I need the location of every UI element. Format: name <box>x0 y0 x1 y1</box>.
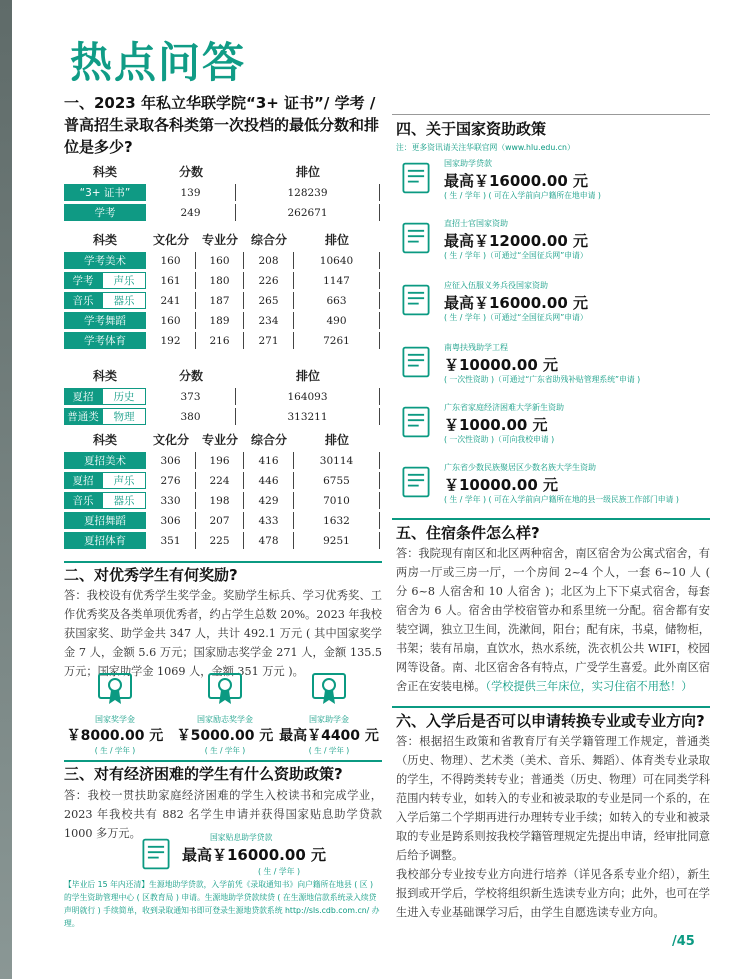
table-row: 夏招 声乐 276 224 446 6755 <box>64 472 380 489</box>
col-header: 科类 <box>92 164 117 179</box>
policy-item: 广东省家庭经济困难大学新生资助 ￥1000.00 元 ( 一次性资助 )（可向我校申请 ) <box>398 402 708 452</box>
col-header: 专业分 <box>201 432 238 447</box>
certificate-icon <box>95 668 135 708</box>
divider <box>64 760 382 762</box>
col-header: 综合分 <box>250 432 287 447</box>
col-header: 科类 <box>92 232 117 247</box>
q5-title: 五、住宿条件怎么样? <box>396 524 540 542</box>
col-header: 排位 <box>324 432 349 447</box>
table-row: 学考体育 192 216 271 7261 <box>64 332 380 349</box>
divider <box>392 706 710 708</box>
col-header: 科类 <box>92 368 117 383</box>
policy-item: 应征入伍服义务兵役国家资助 最高￥16000.00 元 ( 生 / 学年 )（可通过“全国征兵网”申请） <box>398 280 708 330</box>
table-row: 夏招 历史 373 164093 <box>64 388 380 405</box>
col-header: 排位 <box>295 368 320 383</box>
score-table-3plus <box>64 158 380 224</box>
award-national-scholarship: 国家奖学金 ￥8000.00 元 ( 生 / 学年 ) <box>60 668 170 756</box>
q2-title: 二、对优秀学生有何奖励? <box>64 566 238 584</box>
q3-body: 答：我校一贯扶助家庭经济困难的学生入校读书和完成学业，2023 年我校共有 882 名学生申请并获得国家贴息助学贷款 1000 多万元。 <box>64 789 382 840</box>
col-header: 排位 <box>295 164 320 179</box>
col-header: 分数 <box>178 164 203 179</box>
page-title: 热点问答 <box>70 38 247 87</box>
q6-title: 六、入学后是否可以申请转换专业或专业方向? <box>396 712 705 730</box>
policy-item: 南粤扶残助学工程 ￥10000.00 元 ( 一次性资助 )（可通过“广东省助残补贴管理系统”申请 ) <box>398 342 708 392</box>
award-national-grant: 国家助学金 最高￥4400 元 ( 生 / 学年 ) <box>274 668 384 756</box>
q5-body: 答：我院现有南区和北区两种宿舍，南区宿舍为公寓式宿舍，有两房一厅或三房一厅，一个房间 2~4 个人，一套 6~10 人 ( 分 6~8 人宿舍和 10 人宿舍 )；北区为上下下桌式宿舍，每套宿舍为 6 人。宿舍由学校宿管办和系里统一分配。宿舍都有安装空调，独立卫生间，洗漱间，阳台；配有床，书桌，储物柜，书架；装有吊扇，直饮水，热水系统，洗衣机公共 WIFI，校园网等设备。南、北区宿舍各有特点，广受学生喜爱。此外南区宿舍正在安装电梯。（学校提供三年床位，实习住宿不用愁！） <box>396 547 710 693</box>
table-row: 音乐 器乐 330 198 429 7010 <box>64 492 380 509</box>
score-table-xuekao <box>64 226 380 352</box>
divider <box>392 114 710 115</box>
col-header: 科类 <box>92 432 117 447</box>
table-row: 普通类 物理 380 313211 <box>64 408 380 425</box>
col-header: 专业分 <box>201 232 238 247</box>
document-icon <box>398 464 434 500</box>
loan-note: 【毕业后 15 年内还清】生源地助学贷款，入学前凭《录取通知书》向户籍所在地县 ( 区 ) 的学生资助管理中心 ( 区教育局 ) 申请。生源地助学贷款续贷 ( 在生源地信款系统录入续贷声明就行 ) 手续简单，收到录取通知书即可登录生源地贷款系统 http://sls.cdb.com.cn/ 办理。 <box>64 880 380 928</box>
q3-title: 三、对有经济困难的学生有什么资助政策? <box>64 765 343 783</box>
policy-item: 广东省少数民族聚居区少数名族大学生资助 ￥10000.00 元 ( 生 / 学年 ) ( 可在入学前向户籍所在地的县一级民族工作部门申请 ) <box>398 462 708 512</box>
policy-item: 国家助学贷款 最高￥16000.00 元 ( 生 / 学年 ) ( 可在入学前向户籍所在地申请 ) <box>398 158 708 208</box>
document-icon <box>398 220 434 256</box>
document-icon <box>398 344 434 380</box>
award-inspirational-scholarship: 国家励志奖学金 ￥5000.00 元 ( 生 / 学年 ) <box>170 668 280 756</box>
q2-body: 答：我校设有优秀学生奖学金。奖励学生标兵、学习优秀奖、工作优秀奖及各类单项优秀者，约占学生总数 20%。2023 年我校获国家奖、助学金共 347 人，共计 492.1 万元 ( 其中国家奖学金 7 人，金额 5.6 万元；国家励志奖学金 271 人，金额 135.5 万元；国家助学金 1069 人，金额 351 万元 )。 <box>64 589 382 678</box>
policy-item: 直招士官国家资助 最高￥12000.00 元 ( 生 / 学年 )（可通过“全国征兵网”申请） <box>398 218 708 268</box>
col-header: 分数 <box>178 368 203 383</box>
left-edge-bar <box>0 0 12 979</box>
q6-body: 答：根据招生政策和省教育厅有关学籍管理工作规定，普通类（历史、物理）、艺术类（美术、音乐、舞蹈）、体育类专业录取的学生，不得跨类转专业；普通类（历史、物理）可在同类学科范围内转专业，如转入的专业和被录取的专业是同一个系的，在入学后第二个学期再进行办理转专业手续；如转入的专业和被录取的专业是跨系则按我校学籍管理规定先提出申请，经审批同意后给予调整。 我校部分专业按专业方向进行培养（详见各系专业介绍），新生报到或开学后，学校将组织新生选读专业方向；此外，也可在学生进入专业基础课学习后，由学生自愿选读专业方向。 <box>396 735 710 919</box>
table-row: 夏招体育 351 225 478 9251 <box>64 532 380 549</box>
table-row: 音乐 器乐 241 187 265 663 <box>64 292 380 309</box>
score-table-summer-art <box>64 426 380 552</box>
q4-note: 注：更多资讯请关注华联官网（www.hlu.edu.cn） <box>396 143 575 152</box>
document-icon <box>138 836 174 872</box>
col-header: 文化分 <box>152 432 189 447</box>
document-icon <box>398 282 434 318</box>
table-row: 夏招舞蹈 306 207 433 1632 <box>64 512 380 529</box>
table-row: 学考舞蹈 160 189 234 490 <box>64 312 380 329</box>
table-row: 夏招美术 306 196 416 30114 <box>64 452 380 469</box>
q4-title: 四、关于国家资助政策 <box>396 120 547 138</box>
score-table-summer-general <box>64 362 380 428</box>
col-header: 文化分 <box>152 232 189 247</box>
table-row: 学考 声乐 161 180 226 1147 <box>64 272 380 289</box>
q1-title: 一、2023 年私立华联学院“3+ 证书”/ 学考 / 普高招生录取各科类第一次投档的最低分数和排 位是多少? <box>64 94 380 156</box>
document-icon <box>398 404 434 440</box>
page-number: /45 <box>672 934 695 949</box>
table-row: “3+ 证书” 139 128239 <box>64 184 380 201</box>
table-row: 学考 249 262671 <box>64 204 380 221</box>
col-header: 排位 <box>324 232 349 247</box>
certificate-icon <box>309 668 349 708</box>
loan-block: 国家贴息助学贷款 最高￥16000.00 元 ( 生 / 学年 ) <box>138 832 388 878</box>
col-header: 综合分 <box>250 232 287 247</box>
divider <box>392 518 710 520</box>
document-icon <box>398 160 434 196</box>
table-row: 学考美术 160 160 208 10640 <box>64 252 380 269</box>
certificate-icon <box>205 668 245 708</box>
divider <box>64 561 382 563</box>
